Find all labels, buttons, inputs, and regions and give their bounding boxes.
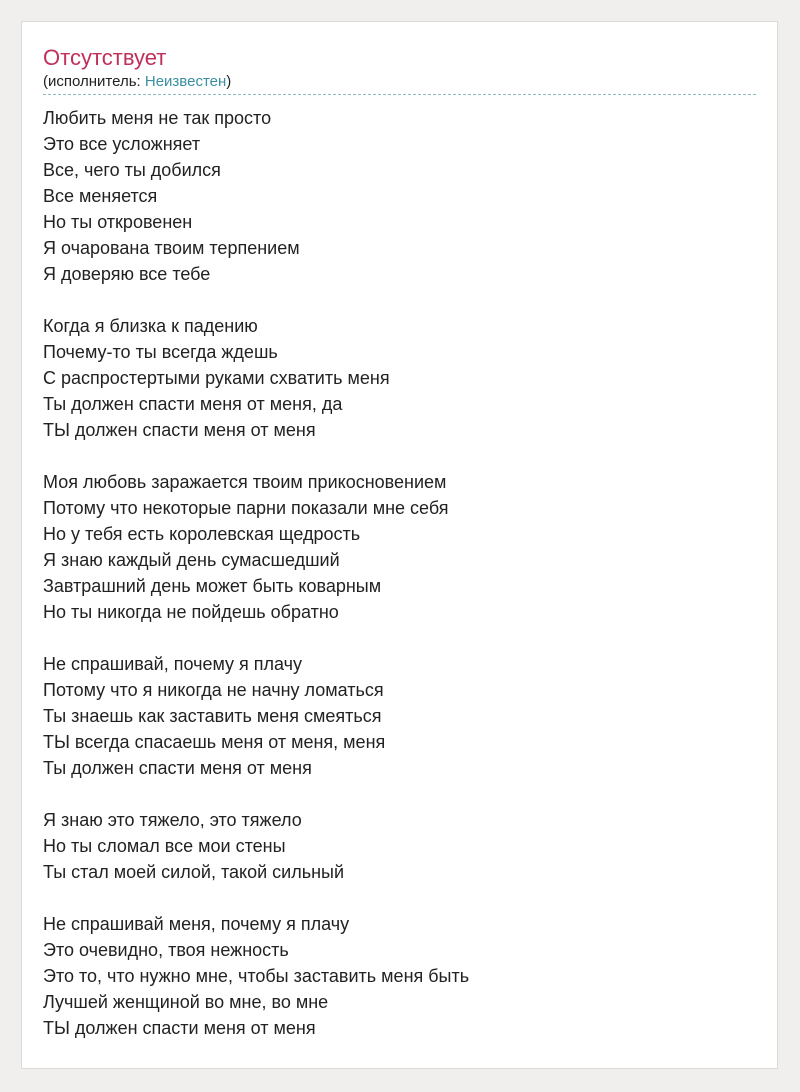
lyrics-line: Но у тебя есть королевская щедрость <box>43 524 361 544</box>
lyrics-line: Я доверяю все тебе <box>43 264 211 284</box>
lyrics-line: Я знаю каждый день сумасшедший <box>43 550 340 570</box>
lyrics-stanza <box>43 807 469 885</box>
lyrics-card <box>21 21 778 1069</box>
lyrics-line: Когда я близка к падению <box>43 316 258 336</box>
lyrics-line: Но ты никогда не пойдешь обратно <box>43 602 339 622</box>
lyrics-line: ТЫ должен спасти меня от меня <box>43 420 316 440</box>
lyrics-line: Я очарована твоим терпением <box>43 238 300 258</box>
lyrics-line: Не спрашивай, почему я плачу <box>43 654 303 674</box>
lyrics-line: Потому что я никогда не начну ломаться <box>43 680 384 700</box>
lyrics-line: С распростертыми руками схватить меня <box>43 368 390 388</box>
lyrics-line: Все меняется <box>43 186 158 206</box>
artist-prefix: (исполнитель: <box>43 73 145 90</box>
lyrics-line: Лучшей женщиной во мне, во мне <box>43 992 329 1012</box>
lyrics-line: Это очевидно, твоя нежность <box>43 940 289 960</box>
lyrics-line: Любить меня не так просто <box>43 108 272 128</box>
lyrics-line: Ты стал моей силой, такой сильный <box>43 862 345 882</box>
lyrics-line: Все, чего ты добился <box>43 160 221 180</box>
lyrics-line: Это все усложняет <box>43 134 201 154</box>
lyrics-line: Ты знаешь как заставить меня смеяться <box>43 706 382 726</box>
lyrics-stanza <box>43 469 469 625</box>
lyrics-stanza <box>43 105 469 287</box>
lyrics-line: Не спрашивай меня, почему я плачу <box>43 914 350 934</box>
lyrics-line: Почему-то ты всегда ждешь <box>43 342 278 362</box>
lyrics-line: Но ты откровенен <box>43 212 193 232</box>
artist-suffix: ) <box>226 73 232 90</box>
lyrics-line: ТЫ всегда спасаешь меня от меня, меня <box>43 732 386 752</box>
lyrics-stanza <box>43 911 469 1041</box>
lyrics-line: Завтрашний день может быть коварным <box>43 576 382 596</box>
lyrics-stanza <box>43 651 469 781</box>
lyrics-body <box>43 105 469 1041</box>
lyrics-line: Но ты сломал все мои стены <box>43 836 286 856</box>
lyrics-line: Ты должен спасти меня от меня <box>43 758 312 778</box>
lyrics-line: Это то, что нужно мне, чтобы заставить меня быть <box>43 966 470 986</box>
lyrics-line: Ты должен спасти меня от меня, да <box>43 394 343 414</box>
song-title: Отсутствует <box>43 45 167 70</box>
lyrics-line: Потому что некоторые парни показали мне себя <box>43 498 449 518</box>
lyrics-line: Моя любовь заражается твоим прикосновением <box>43 472 447 492</box>
lyrics-line: ТЫ должен спасти меня от меня <box>43 1018 316 1038</box>
artist-line <box>43 72 756 95</box>
lyrics-line: Я знаю это тяжело, это тяжело <box>43 810 302 830</box>
lyrics-stanza <box>43 313 469 443</box>
artist-link[interactable]: Неизвестен <box>144 73 227 90</box>
